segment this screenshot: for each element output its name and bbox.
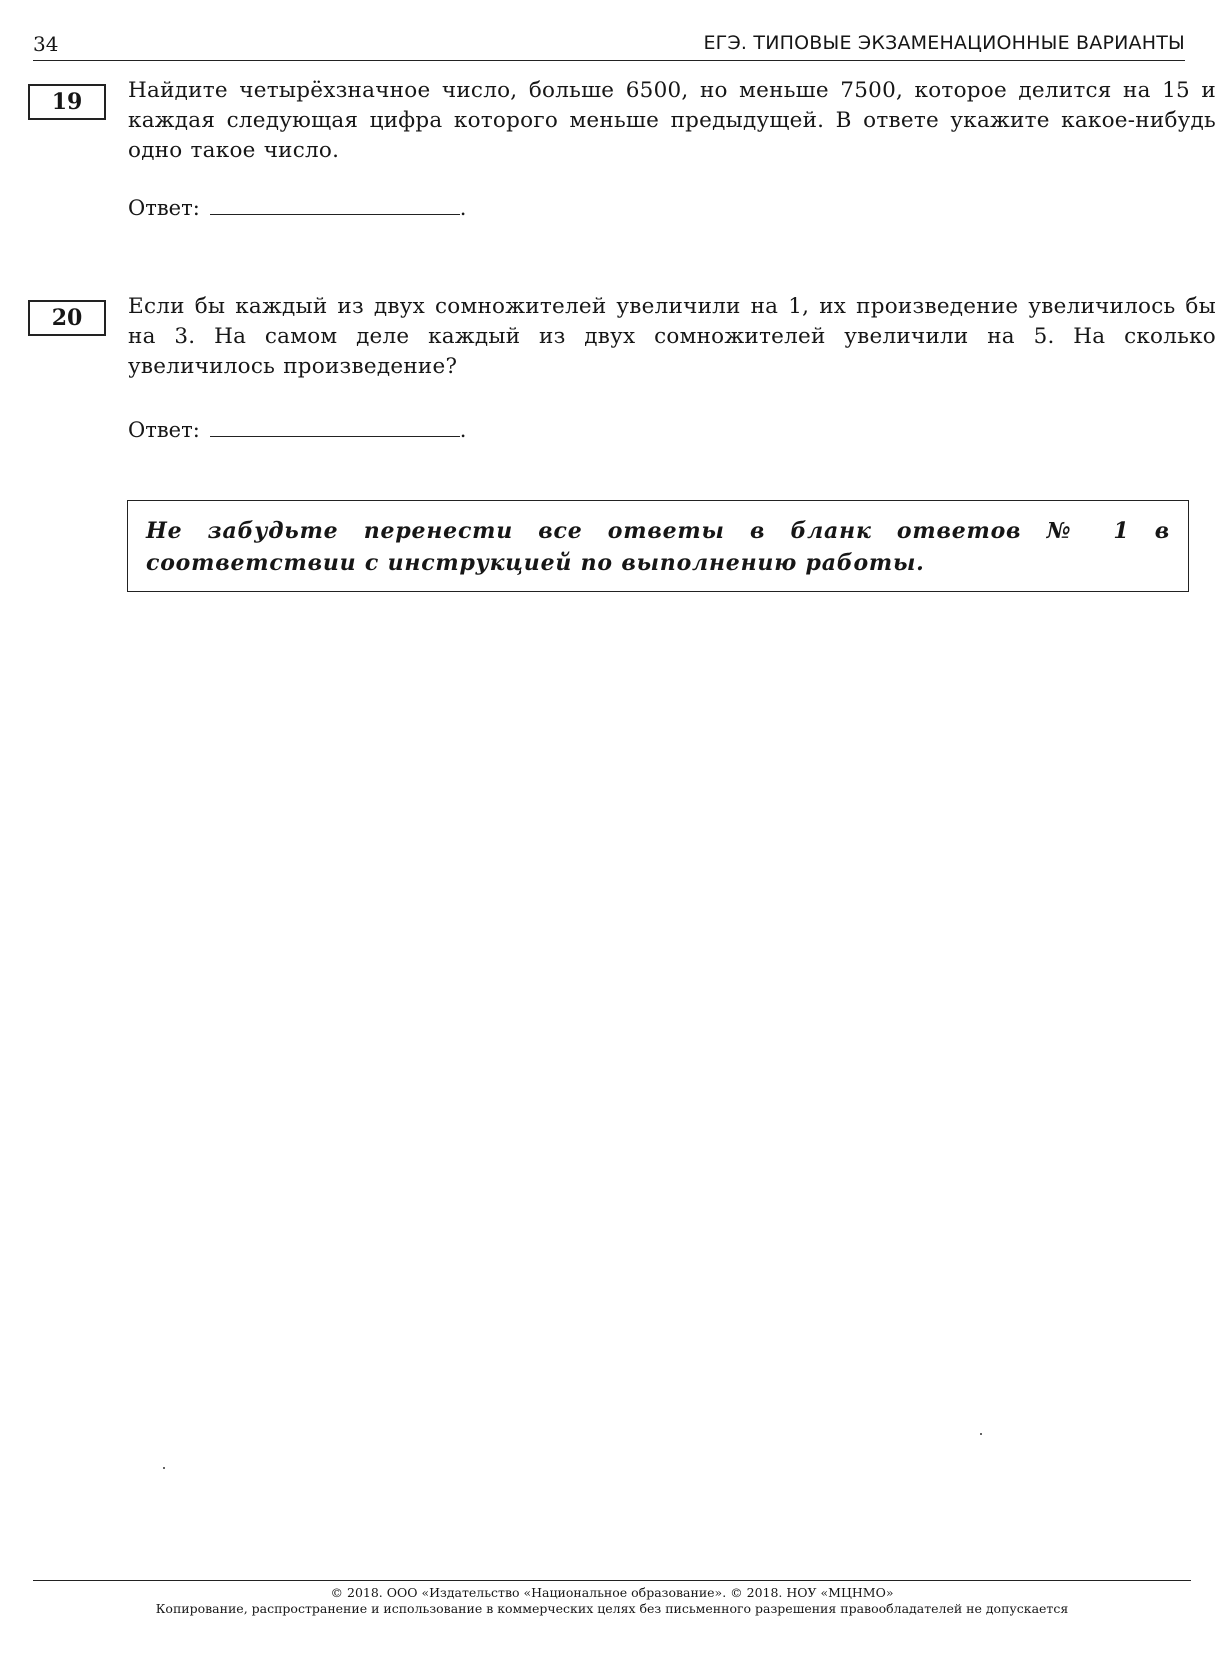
answer-field[interactable] (128, 196, 466, 220)
scan-speck (980, 1433, 982, 1435)
page-number: 34 (33, 32, 59, 56)
answer-field[interactable] (128, 418, 466, 442)
page-header (33, 28, 1185, 61)
answer-end: . (459, 196, 467, 220)
notice-box: Не забудьте перенести все ответы в бланк ответов № 1 в соответствии с инструкцией по выполнению работы. (127, 500, 1189, 592)
task-text: Найдите четырёхзначное число, больше 6500, но меньше 7500, которое делится на 15 и каждая следующая цифра которого меньше предыдущей. В ответе укажите какое-нибудь одно такое число. (128, 78, 1216, 163)
task-number-box: 19 (28, 84, 106, 120)
answer-end: . (459, 418, 467, 442)
footer-copyright: © 2018. ООО «Издательство «Национальное образование». © 2018. НОУ «МЦНМО» (330, 1585, 894, 1600)
task-number-box: 20 (28, 300, 106, 336)
page-footer (33, 1585, 1191, 1617)
footer-notice: Копирование, распространение и использование в коммерческих целях без письменного разрешения правообладателей не допускается (155, 1601, 1069, 1616)
answer-label: Ответ: (128, 418, 200, 442)
task-text: Если бы каждый из двух сомножителей увеличили на 1, их произведение увеличилось бы на 3. На самом деле каждый из двух сомножителей увеличили на 5. На сколько увеличилось произведение? (128, 294, 1216, 379)
answer-line[interactable] (210, 196, 460, 215)
running-title: ЕГЭ. ТИПОВЫЕ ЭКЗАМЕНАЦИОННЫЕ ВАРИАНТЫ (703, 32, 1185, 54)
footer-rule (33, 1580, 1191, 1581)
answer-label: Ответ: (128, 196, 200, 220)
scan-speck (163, 1467, 165, 1469)
answer-line[interactable] (210, 418, 460, 437)
